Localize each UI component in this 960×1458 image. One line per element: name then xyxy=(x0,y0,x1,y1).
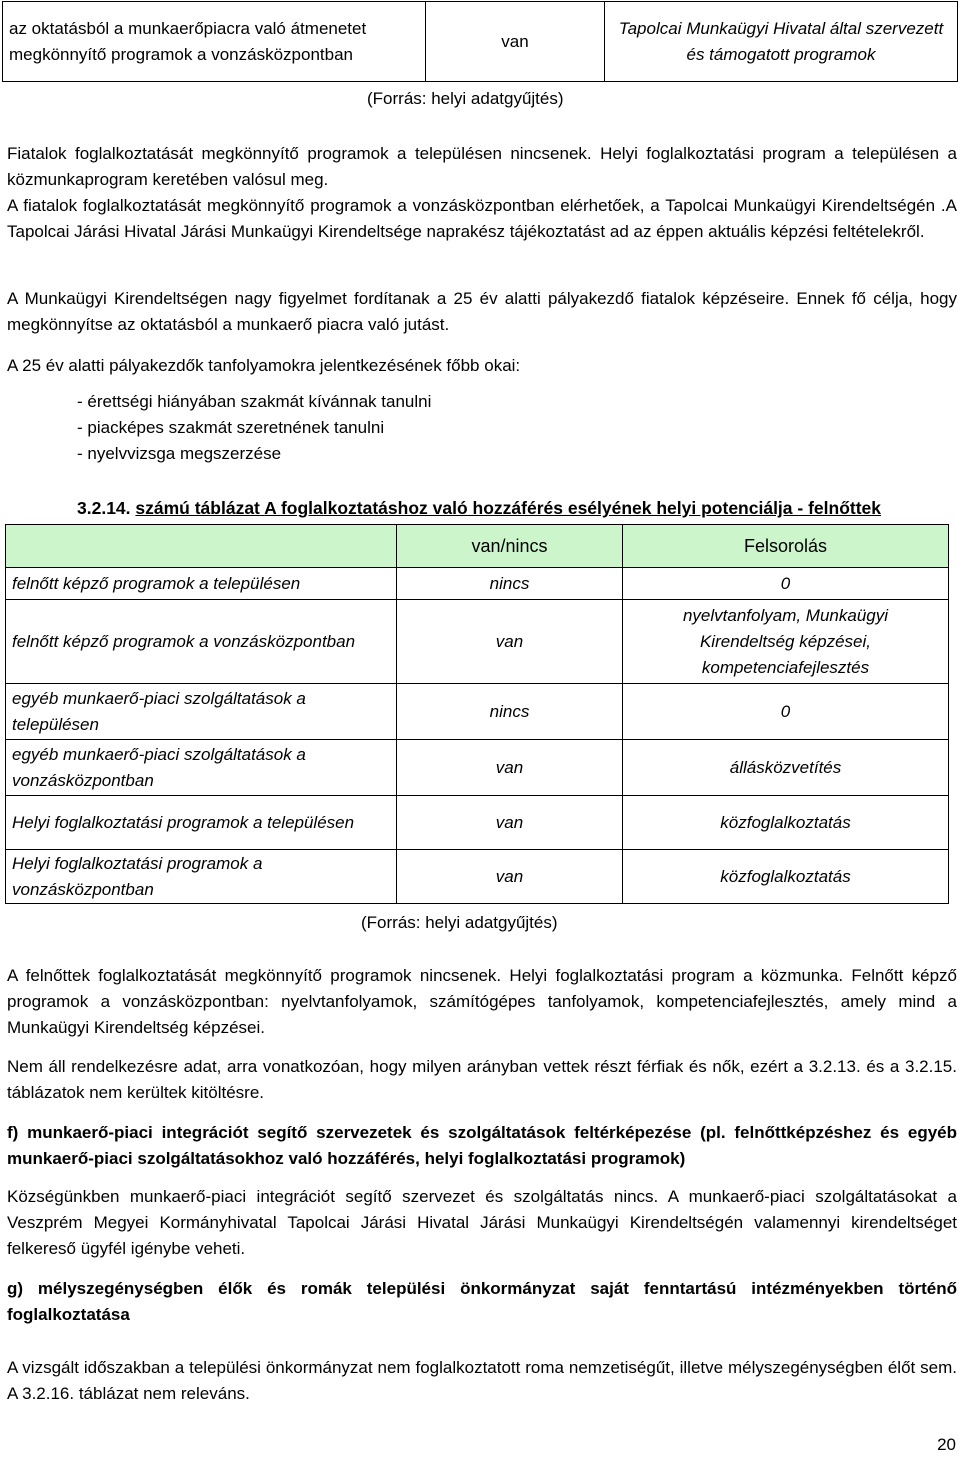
table-caption-label: számú táblázat xyxy=(135,498,260,518)
table-cell: van xyxy=(397,600,623,684)
table-row xyxy=(6,796,949,850)
table-row xyxy=(6,850,949,904)
table-row xyxy=(6,740,949,796)
table-cell: nyelvtanfolyam, Munkaügyi Kirendeltség képzései, kompetenciafejlesztés xyxy=(623,600,949,684)
table-cell: van xyxy=(397,850,623,904)
paragraph-adult-programs: A felnőttek foglalkoztatását megkönnyítő programok nincsenek. Helyi foglalkoztatási program a közmunka. Felnőtt képző programok a vonzásközpontban: nyelvtanfolyamok, számítógépes tanfolyamok, kompetenciafejlesztés, amely mind a Munkaügyi Kirendeltség képzései. xyxy=(7,966,957,1037)
table-cell: van xyxy=(397,796,623,850)
table-caption-number: 3.2.14. xyxy=(77,498,131,518)
list-item: - nyelvvizsga megszerzése xyxy=(77,444,282,463)
paragraph-reasons-intro: A 25 év alatti pályakezdők tanfolyamokra jelentkezésének főbb okai: xyxy=(7,356,521,375)
page-number: 20 xyxy=(937,1435,956,1454)
paragraph-roma: A vizsgált időszakban a települési önkormányzat nem foglalkoztatott roma nemzetiségűt, illetve mélyszegénységben élőt sem. A 3.2.16. táblázat nem releváns. xyxy=(7,1358,957,1403)
table-cell: 0 xyxy=(623,568,949,600)
table-cell: egyéb munkaerő-piaci szolgáltatások a településen xyxy=(6,684,397,740)
table-cell: állásközvetítés xyxy=(623,740,949,796)
table-cell: nincs xyxy=(397,568,623,600)
table-cell: Helyi foglalkoztatási programok a vonzásközpontban xyxy=(6,850,397,904)
table-header-row xyxy=(6,525,949,568)
heading-g: g) mélyszegénységben élők és romák települési önkormányzat saját fenntartású intézményekben történő foglalkoztatása xyxy=(7,1279,957,1324)
heading-f: f) munkaerő-piaci integrációt segítő szervezetek és szolgáltatások feltérképezése (pl. felnőttképzéshez és egyéb munkaerő-piaci szolgáltatásokhoz való hozzáférés, helyi foglalkoztatási programok) xyxy=(7,1123,957,1168)
top-table-cell-status: van xyxy=(426,2,605,82)
list-item: - piacképes szakmát szeretnének tanulni xyxy=(77,418,385,437)
source-note-1: (Forrás: helyi adatgyűjtés) xyxy=(367,89,564,108)
paragraph-job-office: A Munkaügyi Kirendeltségen nagy figyelmet fordítanak a 25 év alatti pályakezdő fiatalok képzéseire. Ennek fő célja, hogy megkönnyítse az oktatásból a munkaerő piacra való jutást. xyxy=(7,289,957,334)
table-cell: felnőtt képző programok a vonzásközpontban xyxy=(6,600,397,684)
paragraph-integration: Községünkben munkaerő-piaci integrációt segítő szervezet és szolgáltatás nincs. A munkaerő-piaci szolgáltatásokat a Veszprém Megyei Kormányhivatal Tapolcai Járási Hivatal Járási Munkaügyi Kirendeltségén valamennyi kirendeltséget felkereső ügyfél igénybe veheti. xyxy=(7,1187,957,1258)
table-cell: Helyi foglalkoztatási programok a településen xyxy=(6,796,397,850)
table-cell: felnőtt képző programok a településen xyxy=(6,568,397,600)
table-cell: egyéb munkaerő-piaci szolgáltatások a vonzásközpontban xyxy=(6,740,397,796)
paragraph-young-programs: Fiatalok foglalkoztatását megkönnyítő programok a településen nincsenek. Helyi foglalkoztatási program a településen a közmunkaprogram keretében valósul meg. xyxy=(7,144,957,189)
table-cell: van xyxy=(397,740,623,796)
table-caption xyxy=(77,495,881,521)
top-table xyxy=(2,1,958,82)
paragraph-young-center: A fiatalok foglalkoztatását megkönnyítő programok a vonzásközpontban elérhetőek, a Tapolcai Munkaügyi Kirendeltségén .A Tapolcai Járási Hivatal Járási Munkaügyi Kirendeltsége naprakész tájékoztatást ad az éppen aktuális képzési feltételekről. xyxy=(7,196,957,241)
table-cell: nincs xyxy=(397,684,623,740)
top-table-cell-description: az oktatásból a munkaerőpiacra való átmenetet megkönnyítő programok a vonzásközpontban xyxy=(3,2,426,82)
table-cell: közfoglalkoztatás xyxy=(623,796,949,850)
paragraph-no-data: Nem áll rendelkezésre adat, arra vonatkozóan, hogy milyen arányban vettek részt férfiak és nők, ezért a 3.2.13. és a 3.2.15. táblázatok nem kerültek kitöltésre. xyxy=(7,1057,957,1102)
list-item: - érettségi hiányában szakmát kívánnak tanulni xyxy=(77,392,432,411)
table-cell: közfoglalkoztatás xyxy=(623,850,949,904)
reasons-list xyxy=(77,389,431,467)
table-header-status: van/nincs xyxy=(397,525,623,568)
table-row xyxy=(6,568,949,600)
source-note-2: (Forrás: helyi adatgyűjtés) xyxy=(361,913,558,932)
potential-table xyxy=(5,524,949,904)
table-cell: 0 xyxy=(623,684,949,740)
table-row xyxy=(6,600,949,684)
table-row xyxy=(6,684,949,740)
top-table-cell-details: Tapolcai Munkaügyi Hivatal által szervezett és támogatott programok xyxy=(605,2,958,82)
table-header-empty xyxy=(6,525,397,568)
table-header-list: Felsorolás xyxy=(623,525,949,568)
table-caption-title: A foglalkoztatáshoz való hozzáférés esélyének helyi potenciálja - felnőttek xyxy=(264,498,882,518)
